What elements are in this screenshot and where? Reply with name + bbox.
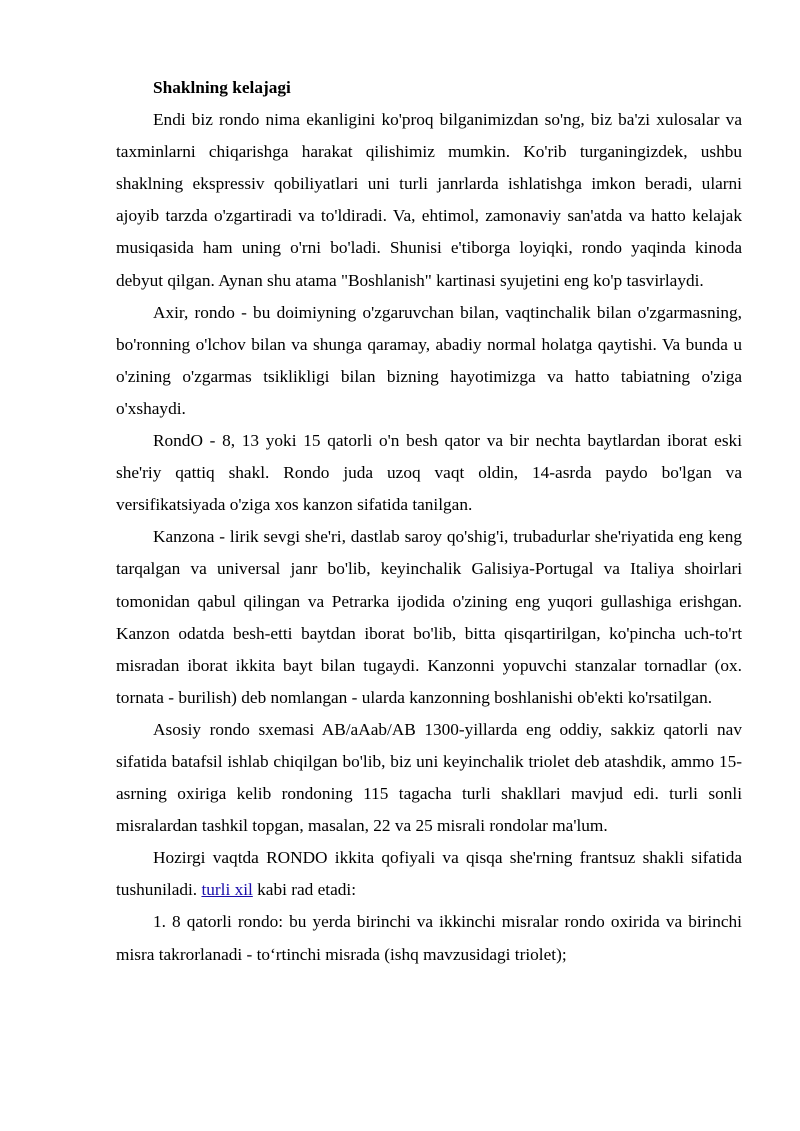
paragraph-modern-rondo-tail: kabi rad etadi: [252,880,356,900]
section-heading: Shaklning kelajagi [153,78,291,97]
paragraph-rondo-definition: RondO - 8, 13 yoki 15 qatorli o'n besh qator va bir nechta baytlardan iborat eski she'riy qattiq shakl. Rondo juda uzoq vaqt oldin, 14-asrda paydo bo'lgan va versifikatsiyada o'ziga xos kanzon sifatida tanilgan. [116,431,742,515]
paragraph-kanzona: Kanzona - lirik sevgi she'ri, dastlab saroy qo'shig'i, trubadurlar she'riyatida eng keng tarqalgan va universal janr bo'lib, keyinchalik Galisiya-Portugal va Italiya shoirlari tomonidan qabul qilingan va Petrarka ijodida o'zining eng yuqori gullashiga erishgan. Kanzon odatda besh-etti baytdan iborat bo'lib, bitta qisqartirilgan, ko'pincha uch-to'rt misradan iborat ikkita bayt bilan tugaydi. Kanzonni yopuvchi stanzalar tornadlar (ox. tornata - burilish) deb nomlangan - ularda kanzonning boshlanishi ob'ekti ko'rsatilgan. [116,527,742,707]
paragraph-rondo-nature: Axir, rondo - bu doimiyning o'zgaruvchan bilan, vaqtinchalik bilan o'zgarmasning, bo'ronning o'lchov bilan va shunga qaramay, abadiy normal holatga qaytishi. Va bunda u o'zining o'zgarmas tsiklikligi bilan bizning hayotimizga va hatto tabiatning o'ziga o'xshaydi. [116,302,742,418]
paragraph-list-item-1: 1. 8 qatorli rondo: bu yerda birinchi va ikkinchi misralar rondo oxirida va birinchi misra takrorlanadi - to‘rtinchi misrada (ishq mavzusidagi triolet); [116,912,742,964]
paragraph-modern-rondo [116,842,742,906]
paragraph-future: Endi biz rondo nima ekanligini ko'proq bilganimizdan so'ng, biz ba'zi xulosalar va taxminlarni chiqarishga harakat qilishimiz mumkin. Ko'rib turganingizdek, ushbu shaklning ekspressiv qobiliyatlari uni turli janrlarda ishlatishga imkon beradi, ularni ajoyib tarzda o'zgartiradi va to'ldiradi. Va, ehtimol, zamonaviy san'atda va hatto kelajak musiqasida ham uning o'rni bo'ladi. Shunisi e'tiborga loyiqki, rondo yaqinda kinoda debyut qilgan. Aynan shu atama "Boshlanish" kartinasi syujetini eng ko'p tasvirlaydi. [116,110,742,290]
paragraph-modern-rondo-text: Hozirgi vaqtda RONDO ikkita qofiyali va qisqa she'rning frantsuz shakli sifatida tushuniladi. [116,848,742,900]
document-page [116,72,742,971]
turli-xil-link[interactable]: turli xil [201,880,253,900]
paragraph-rondo-scheme: Asosiy rondo sxemasi AB/aAab/AB 1300-yillarda eng oddiy, sakkiz qatorli nav sifatida batafsil ishlab chiqilgan bo'lib, biz uni keyinchalik triolet deb atashdik, ammo 15-asrning oxiriga kelib rondoning 115 tagacha turli shakllari mavjud edi. turli sonli misralardan tashkil topgan, masalan, 22 va 25 misrali rondolar ma'lum. [116,719,742,836]
